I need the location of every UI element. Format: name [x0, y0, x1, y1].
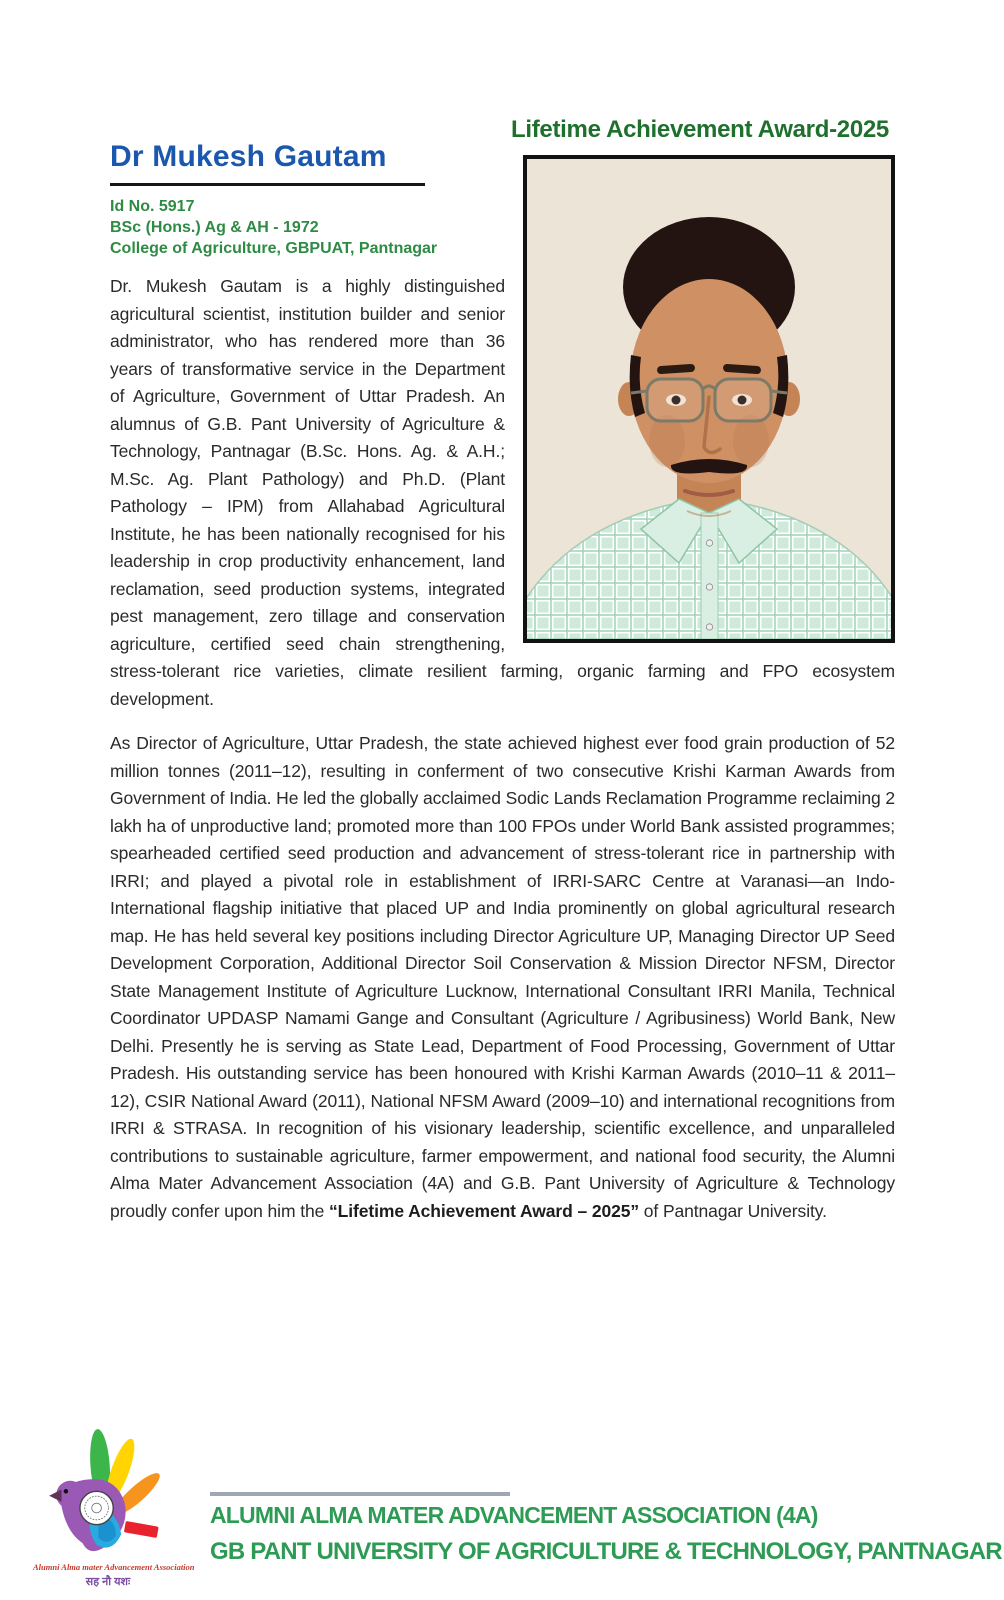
portrait-photo: [523, 155, 895, 643]
credential-id: Id No. 5917: [110, 198, 195, 215]
award-name-bold: “Lifetime Achievement Award – 2025”: [329, 1200, 640, 1221]
footer-org-line-2: GB PANT UNIVERSITY OF AGRICULTURE & TECHNOLOGY, PANTNAGAR: [210, 1538, 1002, 1565]
person-name: Dr Mukesh Gautam: [110, 140, 387, 173]
bio-paragraph-2: [110, 730, 895, 1225]
bio-paragraph-2-text: As Director of Agriculture, Uttar Pradesh, the state achieved highest ever food grain production of 52 million tonnes (2011–12), resulting in conferment of two consecutive Krishi Karman Awards from Government of India. He led the globally acclaimed Sodic Lands Reclamation Programme reclaiming 2 lakh ha of unproductive land; promoted more than 100 FPOs under World Bank assisted programmes; spearheaded certified seed production and advancement of stress-tolerant rice in partnership with IRRI; and played a pivotal role in establishment of IRRI-SARC Centre at Varanasi—an Indo-International flagship initiative that placed UP and India prominently on global agricultural research map. He has held several key positions including Director Agriculture UP, Managing Director UP Seed Development Corporation, Additional Director Soil Conservation & Mission Director NFSM, Director State Management Institute of Agriculture Lucknow, International Consultant IRRI Manila, Technical Coordinator UPDASP Namami Gange and Consultant (Agriculture / Agribusiness) World Bank, New Delhi. Presently he is serving as State Lead, Department of Food Processing, Government of Uttar Pradesh. His outstanding service has been honoured with Krishi Karman Awards (2010–11 & 2011–12), CSIR National Award (2011), National NFSM Award (2009–10) and international recognitions from IRRI & STRASA. In recognition of his visionary leadership, scientific excellence, and unparalleled contributions to sustainable agriculture, farmer empowerment, and national food security, the Alumni Alma Mater Advancement Association (4A) and G.B. Pant University of Agriculture & Technology proudly confer upon him the: [110, 733, 896, 1221]
dove-logo-icon: [42, 1422, 174, 1558]
main-content: [110, 116, 895, 1225]
logo-caption: Alumni Alma mater Advancement Association: [33, 1562, 195, 1572]
association-logo: [33, 1422, 195, 1589]
photo-column: [511, 116, 895, 643]
award-title: Lifetime Achievement Award-2025: [511, 116, 889, 143]
name-underline: [110, 183, 425, 186]
credential-degree: BSc (Hons.) Ag & AH - 1972: [110, 219, 319, 236]
footer-org-line-1: ALUMNI ALMA MATER ADVANCEMENT ASSOCIATION (4A): [210, 1502, 818, 1528]
bio-paragraph-1: Dr. Mukesh Gautam is a highly distinguished agricultural scientist, institution builder and senior administrator, who has rendered more than 36 years of transformative service in the Department of Agriculture, Government of Uttar Pradesh. An alumnus of G.B. Pant University of Agriculture & Technology, Pantnagar (B.Sc. Hons. Ag. & A.H.; M.Sc. Ag. Plant Pathology) and Ph.D. (Plant Pathology – IPM) from Allahabad Agricultural Institute, he has been nationally recognised for his leadership in crop productivity enhancement, land reclamation, seed production systems, integrated pest management, zero tillage and conservation agriculture, certified seed chain strengthening, stress-tolerant rice varieties, climate resilient farming, organic farming and FPO ecosystem development.: [110, 276, 895, 709]
credential-college: College of Agriculture, GBPUAT, Pantnagar: [110, 240, 438, 257]
logo-motto: सह नौ यशः: [85, 1576, 131, 1588]
portrait-illustration: [527, 159, 891, 639]
bio-paragraph-2-tail: of Pantnagar University.: [639, 1200, 827, 1221]
footer-divider: [210, 1492, 510, 1496]
